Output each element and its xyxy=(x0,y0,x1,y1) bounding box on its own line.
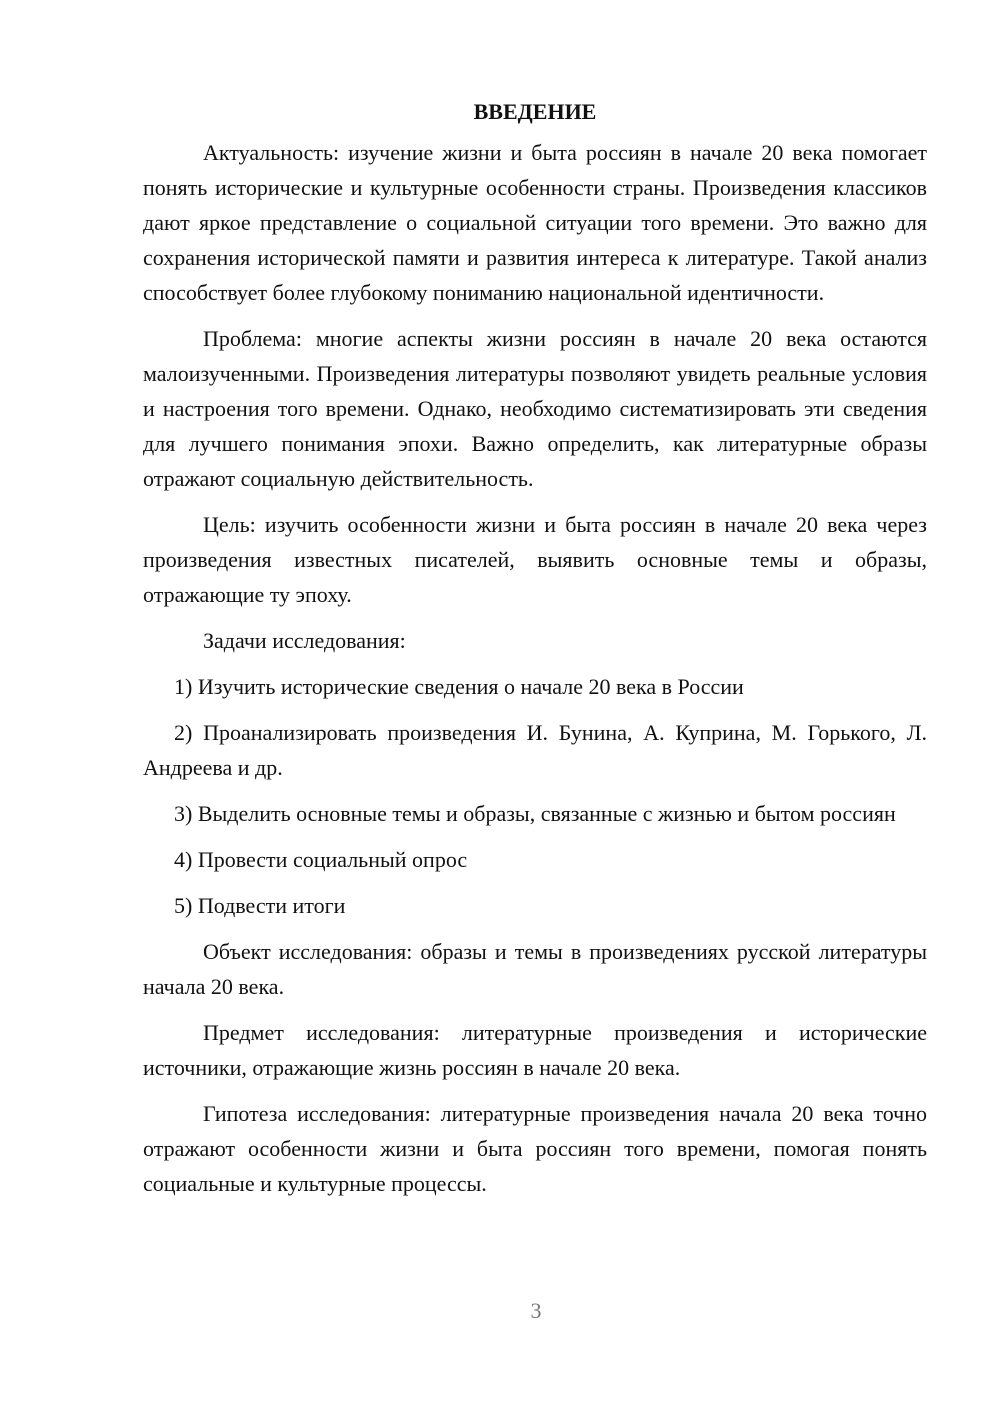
tasks-heading: Задачи исследования: xyxy=(203,628,406,653)
paragraph-relevance: Актуальность: изучение жизни и быта россиян в начале 20 века помогает понять исторические и культурные особенности страны. Произведения классиков дают яркое представление о социальной ситуации того времени. Это важно для сохранения исторической памяти и развития интереса к литературе. Такой анализ способствует более глубокому пониманию национальной идентичности. xyxy=(143,140,927,305)
paragraph-hypothesis: Гипотеза исследования: литературные произведения начала 20 века точно отражают особенности жизни и быта россиян того времени, помогая понять социальные и культурные процессы. xyxy=(143,1101,927,1196)
task-item-1: 1) Изучить исторические сведения о начале 20 века в России xyxy=(174,674,744,699)
task-item-3: 3) Выделить основные темы и образы, связанные с жизнью и бытом россиян xyxy=(174,801,896,826)
section-title: ВВЕДЕНИЕ xyxy=(473,99,597,124)
paragraph-problem: Проблема: многие аспекты жизни россиян в начале 20 века остаются малоизученными. Произведения литературы позволяют увидеть реальные условия и настроения того времени. Однако, необходимо систематизировать эти сведения для лучшего понимания эпохи. Важно определить, как литературные образы отражают социальную действительность. xyxy=(143,326,927,491)
paragraph-object: Объект исследования: образы и темы в произведениях русской литературы начала 20 века. xyxy=(143,939,927,999)
task-item-4: 4) Провести социальный опрос xyxy=(174,847,468,872)
page-number: 3 xyxy=(530,1298,542,1323)
task-item-5: 5) Подвести итоги xyxy=(174,893,346,918)
page-body xyxy=(143,94,927,1212)
paragraph-goal: Цель: изучить особенности жизни и быта россиян в начале 20 века через произведения известных писателей, выявить основные темы и образы, отражающие ту эпоху. xyxy=(143,512,927,607)
task-item-2: 2) Проанализировать произведения И. Бунина, А. Куприна, М. Горького, Л. Андреева и др. xyxy=(143,720,927,780)
paragraph-subject: Предмет исследования: литературные произведения и исторические источники, отражающие жизнь россиян в начале 20 века. xyxy=(143,1020,927,1080)
